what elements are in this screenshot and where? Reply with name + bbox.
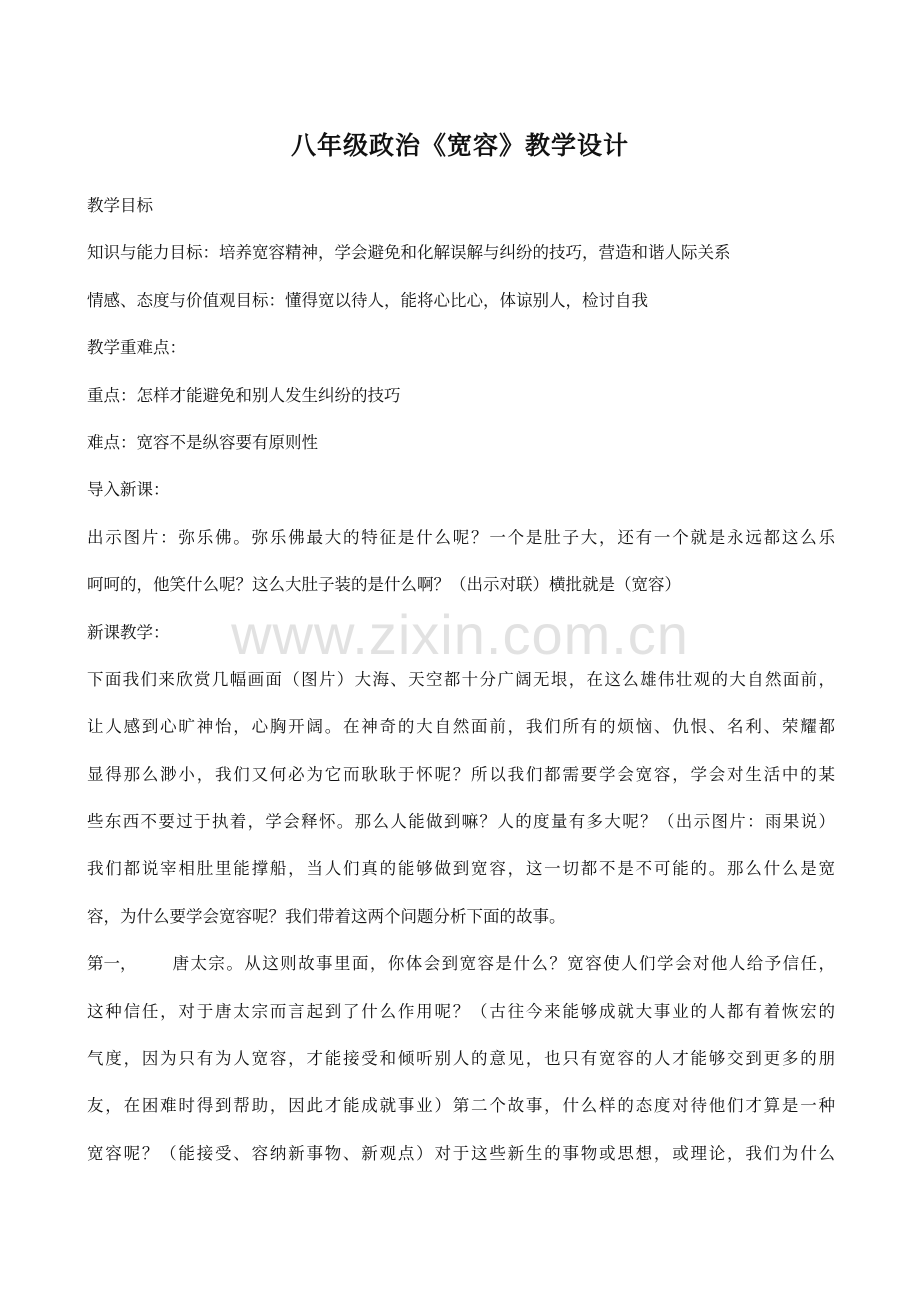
text-line: 气度，因为只有为人宽容，才能接受和倾听别人的意见，也只有宽容的人才能够交到更多的朋 [87, 1049, 835, 1069]
text-line: 下面我们来欣赏几幅画面（图片）大海、天空都十分广阔无垠，在这么雄伟壮观的大自然面前， [87, 669, 835, 689]
text-line: 宽容呢？（能接受、容纳新事物、新观点）对于这些新生的事物或思想，或理论，我们为什么 [87, 1143, 835, 1163]
text-line: 显得那么渺小，我们又何必为它而耿耿于怀呢？所以我们都需要学会宽容，学会对生活中的某 [87, 764, 835, 784]
watermark: www.zixin.com.cn [231, 603, 689, 666]
text-line: 导入新课： [87, 480, 170, 500]
first-story-text: 唐太宗。从这则故事里面，你体会到宽容是什么？宽容使人们学会对他人给予信任， [172, 954, 835, 974]
text-line: 这种信任，对于唐太宗而言起到了什么作用呢？（古往今来能够成就大事业的人都有着恢宏的 [87, 1001, 835, 1021]
text-line: 情感、态度与价值观目标：懂得宽以待人，能将心比心，体谅别人，检讨自我 [87, 290, 648, 310]
text-line: 容，为什么要学会宽容呢？我们带着这两个问题分析下面的故事。 [87, 906, 566, 926]
text-line: 教学目标 [87, 196, 153, 215]
text-line: 难点：宽容不是纵容要有原则性 [87, 432, 318, 452]
text-line: 呵呵的，他笑什么呢？这么大肚子装的是什么啊？（出示对联）横批就是（宽容） [87, 575, 681, 595]
text-line: 新课教学： [87, 622, 170, 642]
document-title: 八年级政治《宽容》教学设计 [290, 131, 629, 160]
tab-gap [137, 940, 173, 987]
document-body [87, 182, 835, 1177]
text-line: 友，在困难时得到帮助，因此才能成就事业）第二个故事，什么样的态度对待他们才算是一种 [87, 1096, 835, 1116]
text-line [87, 940, 835, 987]
first-story-label: 第一， [87, 954, 137, 974]
text-line: 知识与能力目标：培养宽容精神，学会避免和化解误解与纠纷的技巧，营造和谐人际关系 [87, 243, 731, 263]
text-line: 教学重难点： [87, 338, 186, 358]
text-line: 我们都说宰相肚里能撑船，当人们真的能够做到宽容，这一切都不是不可能的。那么什么是宽 [87, 859, 835, 879]
text-line: 些东西不要过于执着，学会释怀。那么人能做到嘛？人的度量有多大呢？（出示图片：雨果说） [87, 812, 835, 832]
text-line: 重点：怎样才能避免和别人发生纠纷的技巧 [87, 385, 401, 405]
text-line: 出示图片：弥乐佛。弥乐佛最大的特征是什么呢？一个是肚子大，还有一个就是永远都这么乐 [87, 527, 835, 547]
text-line: 让人感到心旷神怡，心胸开阔。在神奇的大自然面前，我们所有的烦恼、仇恨、名利、荣耀都 [87, 717, 835, 737]
